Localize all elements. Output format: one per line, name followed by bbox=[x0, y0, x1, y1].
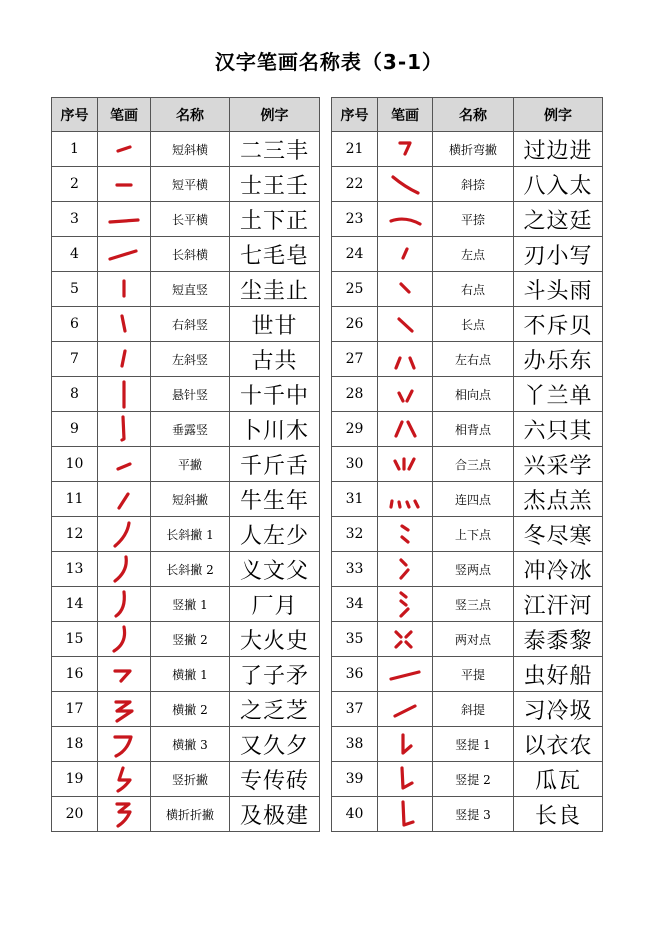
example-chars: 长良 bbox=[514, 797, 603, 832]
stroke-path bbox=[122, 351, 125, 366]
table-row bbox=[332, 167, 603, 202]
stroke-glyph-svg bbox=[102, 659, 146, 689]
table-row bbox=[332, 272, 603, 307]
stroke-glyph-svg bbox=[383, 484, 427, 514]
stroke-name: 竖提 3 bbox=[433, 797, 514, 832]
example-chars: 习冷圾 bbox=[514, 692, 603, 727]
table-row bbox=[52, 412, 320, 447]
stroke-glyph-svg bbox=[383, 204, 427, 234]
stroke-path bbox=[119, 494, 128, 508]
stroke-number: 2 bbox=[52, 167, 98, 202]
stroke-number: 10 bbox=[52, 447, 98, 482]
table-row bbox=[52, 727, 320, 762]
stroke-number: 22 bbox=[332, 167, 378, 202]
table-row bbox=[332, 552, 603, 587]
stroke-number: 11 bbox=[52, 482, 98, 517]
stroke-glyph-svg bbox=[383, 169, 427, 199]
stroke-number: 26 bbox=[332, 307, 378, 342]
example-chars: 人左少 bbox=[230, 517, 320, 552]
stroke-glyph bbox=[378, 307, 433, 342]
table-row bbox=[332, 237, 603, 272]
header-number: 序号 bbox=[332, 98, 378, 132]
example-chars: 了子矛 bbox=[230, 657, 320, 692]
stroke-glyph bbox=[98, 657, 151, 692]
stroke-glyph-svg bbox=[383, 589, 427, 619]
stroke-glyph bbox=[98, 482, 151, 517]
example-chars: 八入太 bbox=[514, 167, 603, 202]
stroke-name: 竖提 1 bbox=[433, 727, 514, 762]
example-chars: 大火史 bbox=[230, 622, 320, 657]
stroke-glyph-svg bbox=[102, 449, 146, 479]
stroke-path bbox=[116, 592, 124, 616]
example-chars: 牛生年 bbox=[230, 482, 320, 517]
example-chars: 办乐东 bbox=[514, 342, 603, 377]
stroke-glyph bbox=[98, 762, 151, 797]
stroke-glyph bbox=[98, 727, 151, 762]
example-chars: 冲冷冰 bbox=[514, 552, 603, 587]
table-row bbox=[52, 447, 320, 482]
stroke-name: 横撇 2 bbox=[151, 692, 230, 727]
stroke-glyph-svg bbox=[102, 379, 146, 409]
stroke-number: 25 bbox=[332, 272, 378, 307]
table-row bbox=[332, 587, 603, 622]
stroke-number: 34 bbox=[332, 587, 378, 622]
header-example: 例字 bbox=[514, 98, 603, 132]
stroke-glyph-svg bbox=[383, 344, 427, 374]
example-chars: 不斥贝 bbox=[514, 307, 603, 342]
example-chars: 义文父 bbox=[230, 552, 320, 587]
table-row bbox=[332, 447, 603, 482]
example-chars: 十千中 bbox=[230, 377, 320, 412]
stroke-path bbox=[401, 593, 408, 616]
stroke-glyph-svg bbox=[383, 379, 427, 409]
stroke-number: 35 bbox=[332, 622, 378, 657]
stroke-number: 39 bbox=[332, 762, 378, 797]
stroke-name: 横撇 1 bbox=[151, 657, 230, 692]
stroke-path bbox=[391, 219, 420, 224]
stroke-glyph-svg bbox=[102, 764, 146, 794]
stroke-path bbox=[403, 802, 413, 825]
stroke-name: 平撇 bbox=[151, 447, 230, 482]
stroke-name: 竖两点 bbox=[433, 552, 514, 587]
stroke-glyph-svg bbox=[102, 694, 146, 724]
stroke-glyph-svg bbox=[383, 694, 427, 724]
stroke-path bbox=[391, 672, 419, 679]
stroke-path bbox=[399, 391, 412, 401]
stroke-glyph-svg bbox=[102, 624, 146, 654]
stroke-glyph-svg bbox=[102, 239, 146, 269]
example-chars: 尘圭止 bbox=[230, 272, 320, 307]
stroke-glyph bbox=[378, 377, 433, 412]
stroke-number: 28 bbox=[332, 377, 378, 412]
example-chars: 古共 bbox=[230, 342, 320, 377]
table-row bbox=[332, 727, 603, 762]
stroke-number: 4 bbox=[52, 237, 98, 272]
table-row bbox=[332, 307, 603, 342]
stroke-number: 40 bbox=[332, 797, 378, 832]
stroke-name: 长斜撇 1 bbox=[151, 517, 230, 552]
stroke-number: 20 bbox=[52, 797, 98, 832]
stroke-glyph-svg bbox=[383, 414, 427, 444]
stroke-glyph bbox=[98, 202, 151, 237]
stroke-name: 合三点 bbox=[433, 447, 514, 482]
example-chars: 之乏芝 bbox=[230, 692, 320, 727]
stroke-glyph bbox=[378, 587, 433, 622]
stroke-glyph bbox=[98, 622, 151, 657]
stroke-name: 短斜撇 bbox=[151, 482, 230, 517]
stroke-glyph-svg bbox=[102, 519, 146, 549]
stroke-glyph-svg bbox=[102, 414, 146, 444]
stroke-path bbox=[403, 249, 407, 258]
stroke-glyph-svg bbox=[383, 309, 427, 339]
stroke-name: 横折折撇 bbox=[151, 797, 230, 832]
stroke-glyph-svg bbox=[383, 519, 427, 549]
stroke-glyph-svg bbox=[383, 449, 427, 479]
example-chars: 卜川木 bbox=[230, 412, 320, 447]
stroke-glyph bbox=[378, 797, 433, 832]
stroke-glyph bbox=[98, 307, 151, 342]
stroke-glyph-svg bbox=[383, 624, 427, 654]
stroke-number: 19 bbox=[52, 762, 98, 797]
stroke-name: 长斜横 bbox=[151, 237, 230, 272]
example-chars: 世甘 bbox=[230, 307, 320, 342]
stroke-number: 37 bbox=[332, 692, 378, 727]
stroke-glyph-svg bbox=[383, 729, 427, 759]
stroke-number: 36 bbox=[332, 657, 378, 692]
header-row bbox=[52, 98, 320, 132]
stroke-name: 左右点 bbox=[433, 342, 514, 377]
table-row bbox=[52, 307, 320, 342]
stroke-number: 8 bbox=[52, 377, 98, 412]
table-row bbox=[52, 132, 320, 167]
table-row bbox=[332, 657, 603, 692]
stroke-glyph bbox=[378, 412, 433, 447]
stroke-glyph bbox=[378, 762, 433, 797]
stroke-number: 29 bbox=[332, 412, 378, 447]
stroke-name: 悬针竖 bbox=[151, 377, 230, 412]
table-row bbox=[52, 272, 320, 307]
stroke-number: 21 bbox=[332, 132, 378, 167]
stroke-path bbox=[403, 735, 411, 753]
stroke-number: 38 bbox=[332, 727, 378, 762]
table-row bbox=[52, 587, 320, 622]
stroke-glyph-svg bbox=[102, 134, 146, 164]
stroke-name: 短斜横 bbox=[151, 132, 230, 167]
table-row bbox=[332, 762, 603, 797]
stroke-table-right bbox=[331, 97, 603, 832]
table-row bbox=[332, 377, 603, 412]
example-chars: 二三丰 bbox=[230, 132, 320, 167]
stroke-glyph bbox=[378, 552, 433, 587]
stroke-glyph bbox=[98, 517, 151, 552]
stroke-glyph-svg bbox=[102, 589, 146, 619]
stroke-path bbox=[115, 557, 126, 581]
example-chars: 及极建 bbox=[230, 797, 320, 832]
stroke-path bbox=[396, 422, 415, 436]
table-row bbox=[332, 132, 603, 167]
header-stroke: 笔画 bbox=[98, 98, 151, 132]
example-chars: 虫好船 bbox=[514, 657, 603, 692]
stroke-glyph bbox=[98, 692, 151, 727]
stroke-name: 右点 bbox=[433, 272, 514, 307]
stroke-glyph-svg bbox=[383, 764, 427, 794]
example-chars: 又久夕 bbox=[230, 727, 320, 762]
table-row bbox=[332, 342, 603, 377]
stroke-number: 3 bbox=[52, 202, 98, 237]
stroke-glyph bbox=[378, 167, 433, 202]
stroke-name: 相背点 bbox=[433, 412, 514, 447]
stroke-glyph bbox=[378, 237, 433, 272]
stroke-path bbox=[122, 316, 125, 331]
stroke-path bbox=[117, 804, 130, 826]
stroke-glyph-svg bbox=[102, 169, 146, 199]
stroke-name: 连四点 bbox=[433, 482, 514, 517]
stroke-name: 竖撇 2 bbox=[151, 622, 230, 657]
stroke-glyph bbox=[98, 797, 151, 832]
example-chars: 杰点羔 bbox=[514, 482, 603, 517]
stroke-name: 长点 bbox=[433, 307, 514, 342]
stroke-glyph bbox=[98, 167, 151, 202]
stroke-glyph bbox=[98, 587, 151, 622]
stroke-path bbox=[115, 671, 130, 681]
stroke-name: 两对点 bbox=[433, 622, 514, 657]
stroke-path bbox=[402, 526, 408, 542]
stroke-glyph bbox=[98, 552, 151, 587]
stroke-glyph bbox=[378, 447, 433, 482]
example-chars: 江汗河 bbox=[514, 587, 603, 622]
stroke-name: 横撇 3 bbox=[151, 727, 230, 762]
stroke-path bbox=[402, 768, 412, 788]
stroke-number: 16 bbox=[52, 657, 98, 692]
table-row bbox=[332, 482, 603, 517]
example-chars: 之这廷 bbox=[514, 202, 603, 237]
stroke-glyph-svg bbox=[383, 134, 427, 164]
stroke-glyph bbox=[98, 132, 151, 167]
stroke-path bbox=[110, 220, 138, 222]
stroke-glyph-svg bbox=[102, 799, 146, 829]
stroke-number: 27 bbox=[332, 342, 378, 377]
stroke-path bbox=[396, 358, 414, 368]
example-chars: 瓜瓦 bbox=[514, 762, 603, 797]
stroke-path bbox=[393, 177, 418, 193]
stroke-number: 9 bbox=[52, 412, 98, 447]
stroke-glyph-svg bbox=[102, 274, 146, 304]
stroke-glyph-svg bbox=[102, 484, 146, 514]
stroke-path bbox=[116, 702, 132, 721]
stroke-path bbox=[118, 464, 130, 469]
stroke-name: 左点 bbox=[433, 237, 514, 272]
stroke-glyph bbox=[378, 622, 433, 657]
stroke-glyph bbox=[378, 272, 433, 307]
table-row bbox=[332, 622, 603, 657]
stroke-glyph-svg bbox=[102, 554, 146, 584]
table-row bbox=[332, 412, 603, 447]
stroke-glyph bbox=[378, 482, 433, 517]
example-chars: 丫兰单 bbox=[514, 377, 603, 412]
stroke-glyph-svg bbox=[102, 309, 146, 339]
stroke-path bbox=[401, 560, 408, 578]
stroke-glyph bbox=[378, 202, 433, 237]
table-row bbox=[52, 167, 320, 202]
stroke-path bbox=[400, 143, 410, 154]
example-chars: 厂月 bbox=[230, 587, 320, 622]
stroke-glyph-svg bbox=[383, 554, 427, 584]
stroke-name: 右斜竖 bbox=[151, 307, 230, 342]
stroke-number: 18 bbox=[52, 727, 98, 762]
stroke-path bbox=[395, 459, 414, 469]
stroke-glyph bbox=[98, 237, 151, 272]
stroke-path bbox=[118, 768, 130, 791]
table-row bbox=[52, 342, 320, 377]
stroke-glyph-svg bbox=[383, 239, 427, 269]
stroke-number: 24 bbox=[332, 237, 378, 272]
stroke-number: 14 bbox=[52, 587, 98, 622]
table-row bbox=[52, 552, 320, 587]
stroke-number: 17 bbox=[52, 692, 98, 727]
table-row bbox=[52, 377, 320, 412]
table-row bbox=[52, 237, 320, 272]
stroke-glyph bbox=[378, 657, 433, 692]
stroke-name: 斜捺 bbox=[433, 167, 514, 202]
table-row bbox=[52, 517, 320, 552]
stroke-name: 竖折撇 bbox=[151, 762, 230, 797]
stroke-path bbox=[122, 417, 124, 440]
stroke-name: 竖撇 1 bbox=[151, 587, 230, 622]
stroke-table-left bbox=[51, 97, 320, 832]
stroke-name: 平捺 bbox=[433, 202, 514, 237]
stroke-name: 短平横 bbox=[151, 167, 230, 202]
stroke-glyph bbox=[378, 517, 433, 552]
example-chars: 泰黍黎 bbox=[514, 622, 603, 657]
stroke-path bbox=[396, 632, 411, 647]
stroke-name: 短直竖 bbox=[151, 272, 230, 307]
header-row bbox=[332, 98, 603, 132]
stroke-glyph bbox=[98, 377, 151, 412]
stroke-path bbox=[401, 284, 409, 292]
stroke-number: 30 bbox=[332, 447, 378, 482]
stroke-name: 斜提 bbox=[433, 692, 514, 727]
stroke-name: 左斜竖 bbox=[151, 342, 230, 377]
stroke-glyph-svg bbox=[102, 344, 146, 374]
table-row bbox=[332, 692, 603, 727]
stroke-path bbox=[391, 501, 418, 507]
stroke-glyph bbox=[378, 342, 433, 377]
stroke-name: 平提 bbox=[433, 657, 514, 692]
example-chars: 刃小写 bbox=[514, 237, 603, 272]
stroke-glyph bbox=[98, 272, 151, 307]
stroke-glyph bbox=[378, 692, 433, 727]
table-row bbox=[52, 797, 320, 832]
stroke-glyph bbox=[378, 727, 433, 762]
table-row bbox=[52, 482, 320, 517]
stroke-number: 15 bbox=[52, 622, 98, 657]
example-chars: 七毛皂 bbox=[230, 237, 320, 272]
stroke-path bbox=[399, 319, 412, 331]
stroke-glyph bbox=[378, 132, 433, 167]
header-number: 序号 bbox=[52, 98, 98, 132]
example-chars: 六只其 bbox=[514, 412, 603, 447]
table-row bbox=[332, 797, 603, 832]
example-chars: 土下正 bbox=[230, 202, 320, 237]
header-example: 例字 bbox=[230, 98, 320, 132]
stroke-path bbox=[118, 147, 130, 151]
example-chars: 冬尽寒 bbox=[514, 517, 603, 552]
stroke-number: 13 bbox=[52, 552, 98, 587]
stroke-glyph-svg bbox=[383, 274, 427, 304]
table-row bbox=[52, 657, 320, 692]
example-chars: 过边进 bbox=[514, 132, 603, 167]
stroke-glyph bbox=[98, 412, 151, 447]
table-row bbox=[52, 202, 320, 237]
header-stroke: 笔画 bbox=[378, 98, 433, 132]
example-chars: 斗头雨 bbox=[514, 272, 603, 307]
example-chars: 士王壬 bbox=[230, 167, 320, 202]
stroke-name: 长平横 bbox=[151, 202, 230, 237]
stroke-number: 1 bbox=[52, 132, 98, 167]
header-name: 名称 bbox=[151, 98, 230, 132]
table-row bbox=[52, 692, 320, 727]
table-row bbox=[52, 762, 320, 797]
stroke-number: 31 bbox=[332, 482, 378, 517]
stroke-path bbox=[395, 706, 415, 716]
stroke-name: 横折弯撇 bbox=[433, 132, 514, 167]
example-chars: 专传砖 bbox=[230, 762, 320, 797]
page-title: 汉字笔画名称表（3-1） bbox=[214, 50, 444, 74]
stroke-name: 长斜撇 2 bbox=[151, 552, 230, 587]
stroke-path bbox=[114, 627, 125, 651]
stroke-name: 竖三点 bbox=[433, 587, 514, 622]
stroke-number: 7 bbox=[52, 342, 98, 377]
example-chars: 兴采学 bbox=[514, 447, 603, 482]
stroke-number: 6 bbox=[52, 307, 98, 342]
stroke-glyph-svg bbox=[383, 659, 427, 689]
stroke-name: 上下点 bbox=[433, 517, 514, 552]
stroke-glyph-svg bbox=[102, 204, 146, 234]
stroke-glyph bbox=[98, 447, 151, 482]
table-row bbox=[332, 517, 603, 552]
stroke-path bbox=[115, 523, 129, 546]
stroke-number: 33 bbox=[332, 552, 378, 587]
stroke-glyph-svg bbox=[102, 729, 146, 759]
stroke-path bbox=[110, 251, 136, 259]
table-row bbox=[52, 622, 320, 657]
table-row bbox=[332, 202, 603, 237]
stroke-glyph bbox=[98, 342, 151, 377]
header-name: 名称 bbox=[433, 98, 514, 132]
stroke-path bbox=[115, 737, 131, 756]
stroke-glyph-svg bbox=[383, 799, 427, 829]
stroke-number: 5 bbox=[52, 272, 98, 307]
stroke-name: 垂露竖 bbox=[151, 412, 230, 447]
stroke-number: 32 bbox=[332, 517, 378, 552]
stroke-number: 12 bbox=[52, 517, 98, 552]
stroke-number: 23 bbox=[332, 202, 378, 237]
example-chars: 千斤舌 bbox=[230, 447, 320, 482]
stroke-name: 竖提 2 bbox=[433, 762, 514, 797]
stroke-name: 相向点 bbox=[433, 377, 514, 412]
example-chars: 以衣农 bbox=[514, 727, 603, 762]
